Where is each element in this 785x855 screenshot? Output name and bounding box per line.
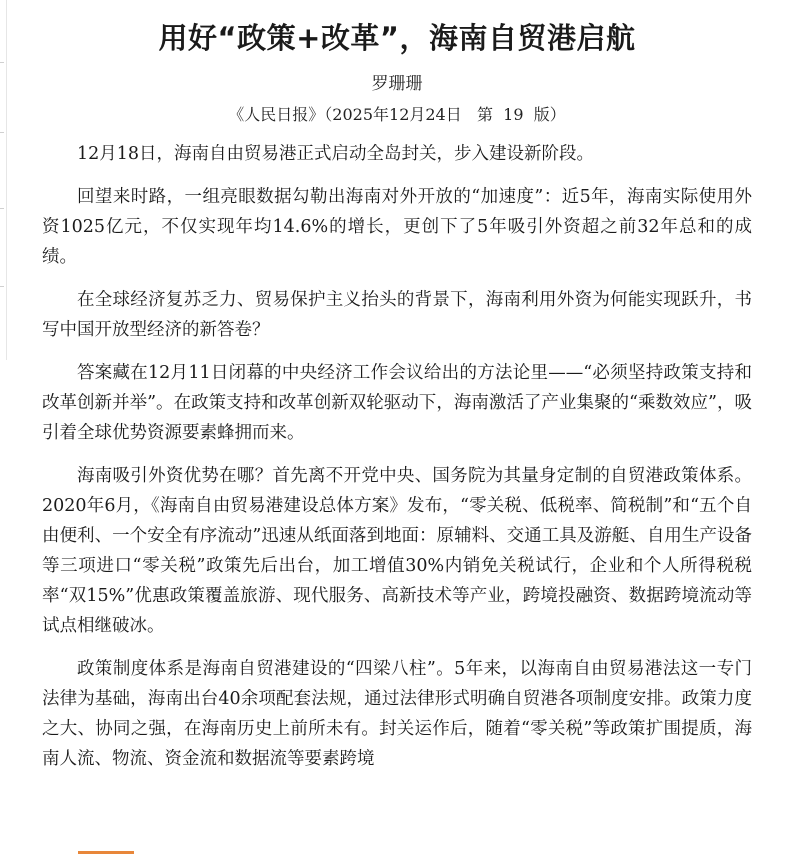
left-margin-rule xyxy=(6,0,7,360)
article-body xyxy=(42,139,752,774)
article-paragraph: 政策制度体系是海南自贸港建设的“四梁八柱”。5年来，以海南自由贸易港法这一专门法律为基础，海南出台40余项配套法规，通过法律形式明确自贸港各项制度安排。政策力度之大、协同之强，在海南历史上前所未有。封关运作后，随着“零关税”等政策扩围提质，海南人流、物流、资金流和数据流等要素跨境 xyxy=(42,659,752,769)
article-title: 用好“政策+改革”，海南自贸港启航 xyxy=(158,21,636,55)
link-underline-accent xyxy=(78,851,134,854)
article-page xyxy=(42,0,752,774)
article-source: 《人民日报》（2025年12月24日 第 19 版） xyxy=(228,105,566,124)
left-margin-tick xyxy=(0,132,4,133)
article-paragraph: 12月18日，海南自由贸易港正式启动全岛封关，步入建设新阶段。 xyxy=(77,144,595,164)
article-paragraph: 回望来时路，一组亮眼数据勾勒出海南对外开放的“加速度”：近5年，海南实际使用外资1025亿元，不仅实现年均14.6%的增长，更创下了5年吸引外资超之前32年总和的成绩。 xyxy=(42,187,752,267)
article-author: 罗珊珊 xyxy=(371,74,423,94)
article-paragraph: 海南吸引外资优势在哪？首先离不开党中央、国务院为其量身定制的自贸港政策体系。2020年6月，《海南自由贸易港建设总体方案》发布，“零关税、低税率、简税制”和“五个自由便利、一个安全有序流动”迅速从纸面落到地面：原辅料、交通工具及游艇、自用生产设备等三项进口“零关税”政策先后出台，加工增值30%内销免关税试行，企业和个人所得税税率“双15%”优惠政策覆盖旅游、现代服务、高新技术等产业，跨境投融资、数据跨境流动等试点相继破冰。 xyxy=(42,466,752,636)
article-paragraph: 在全球经济复苏乏力、贸易保护主义抬头的背景下，海南利用外资为何能实现跃升，书写中国开放型经济的新答卷？ xyxy=(42,290,752,340)
left-margin-tick xyxy=(0,208,4,209)
article-paragraph: 答案藏在12月11日闭幕的中央经济工作会议给出的方法论里——“必须坚持政策支持和改革创新并举”。在政策支持和改革创新双轮驱动下，海南激活了产业集聚的“乘数效应”，吸引着全球优势资源要素蜂拥而来。 xyxy=(42,363,752,443)
left-margin-tick xyxy=(0,62,4,63)
left-margin-tick xyxy=(0,286,4,287)
